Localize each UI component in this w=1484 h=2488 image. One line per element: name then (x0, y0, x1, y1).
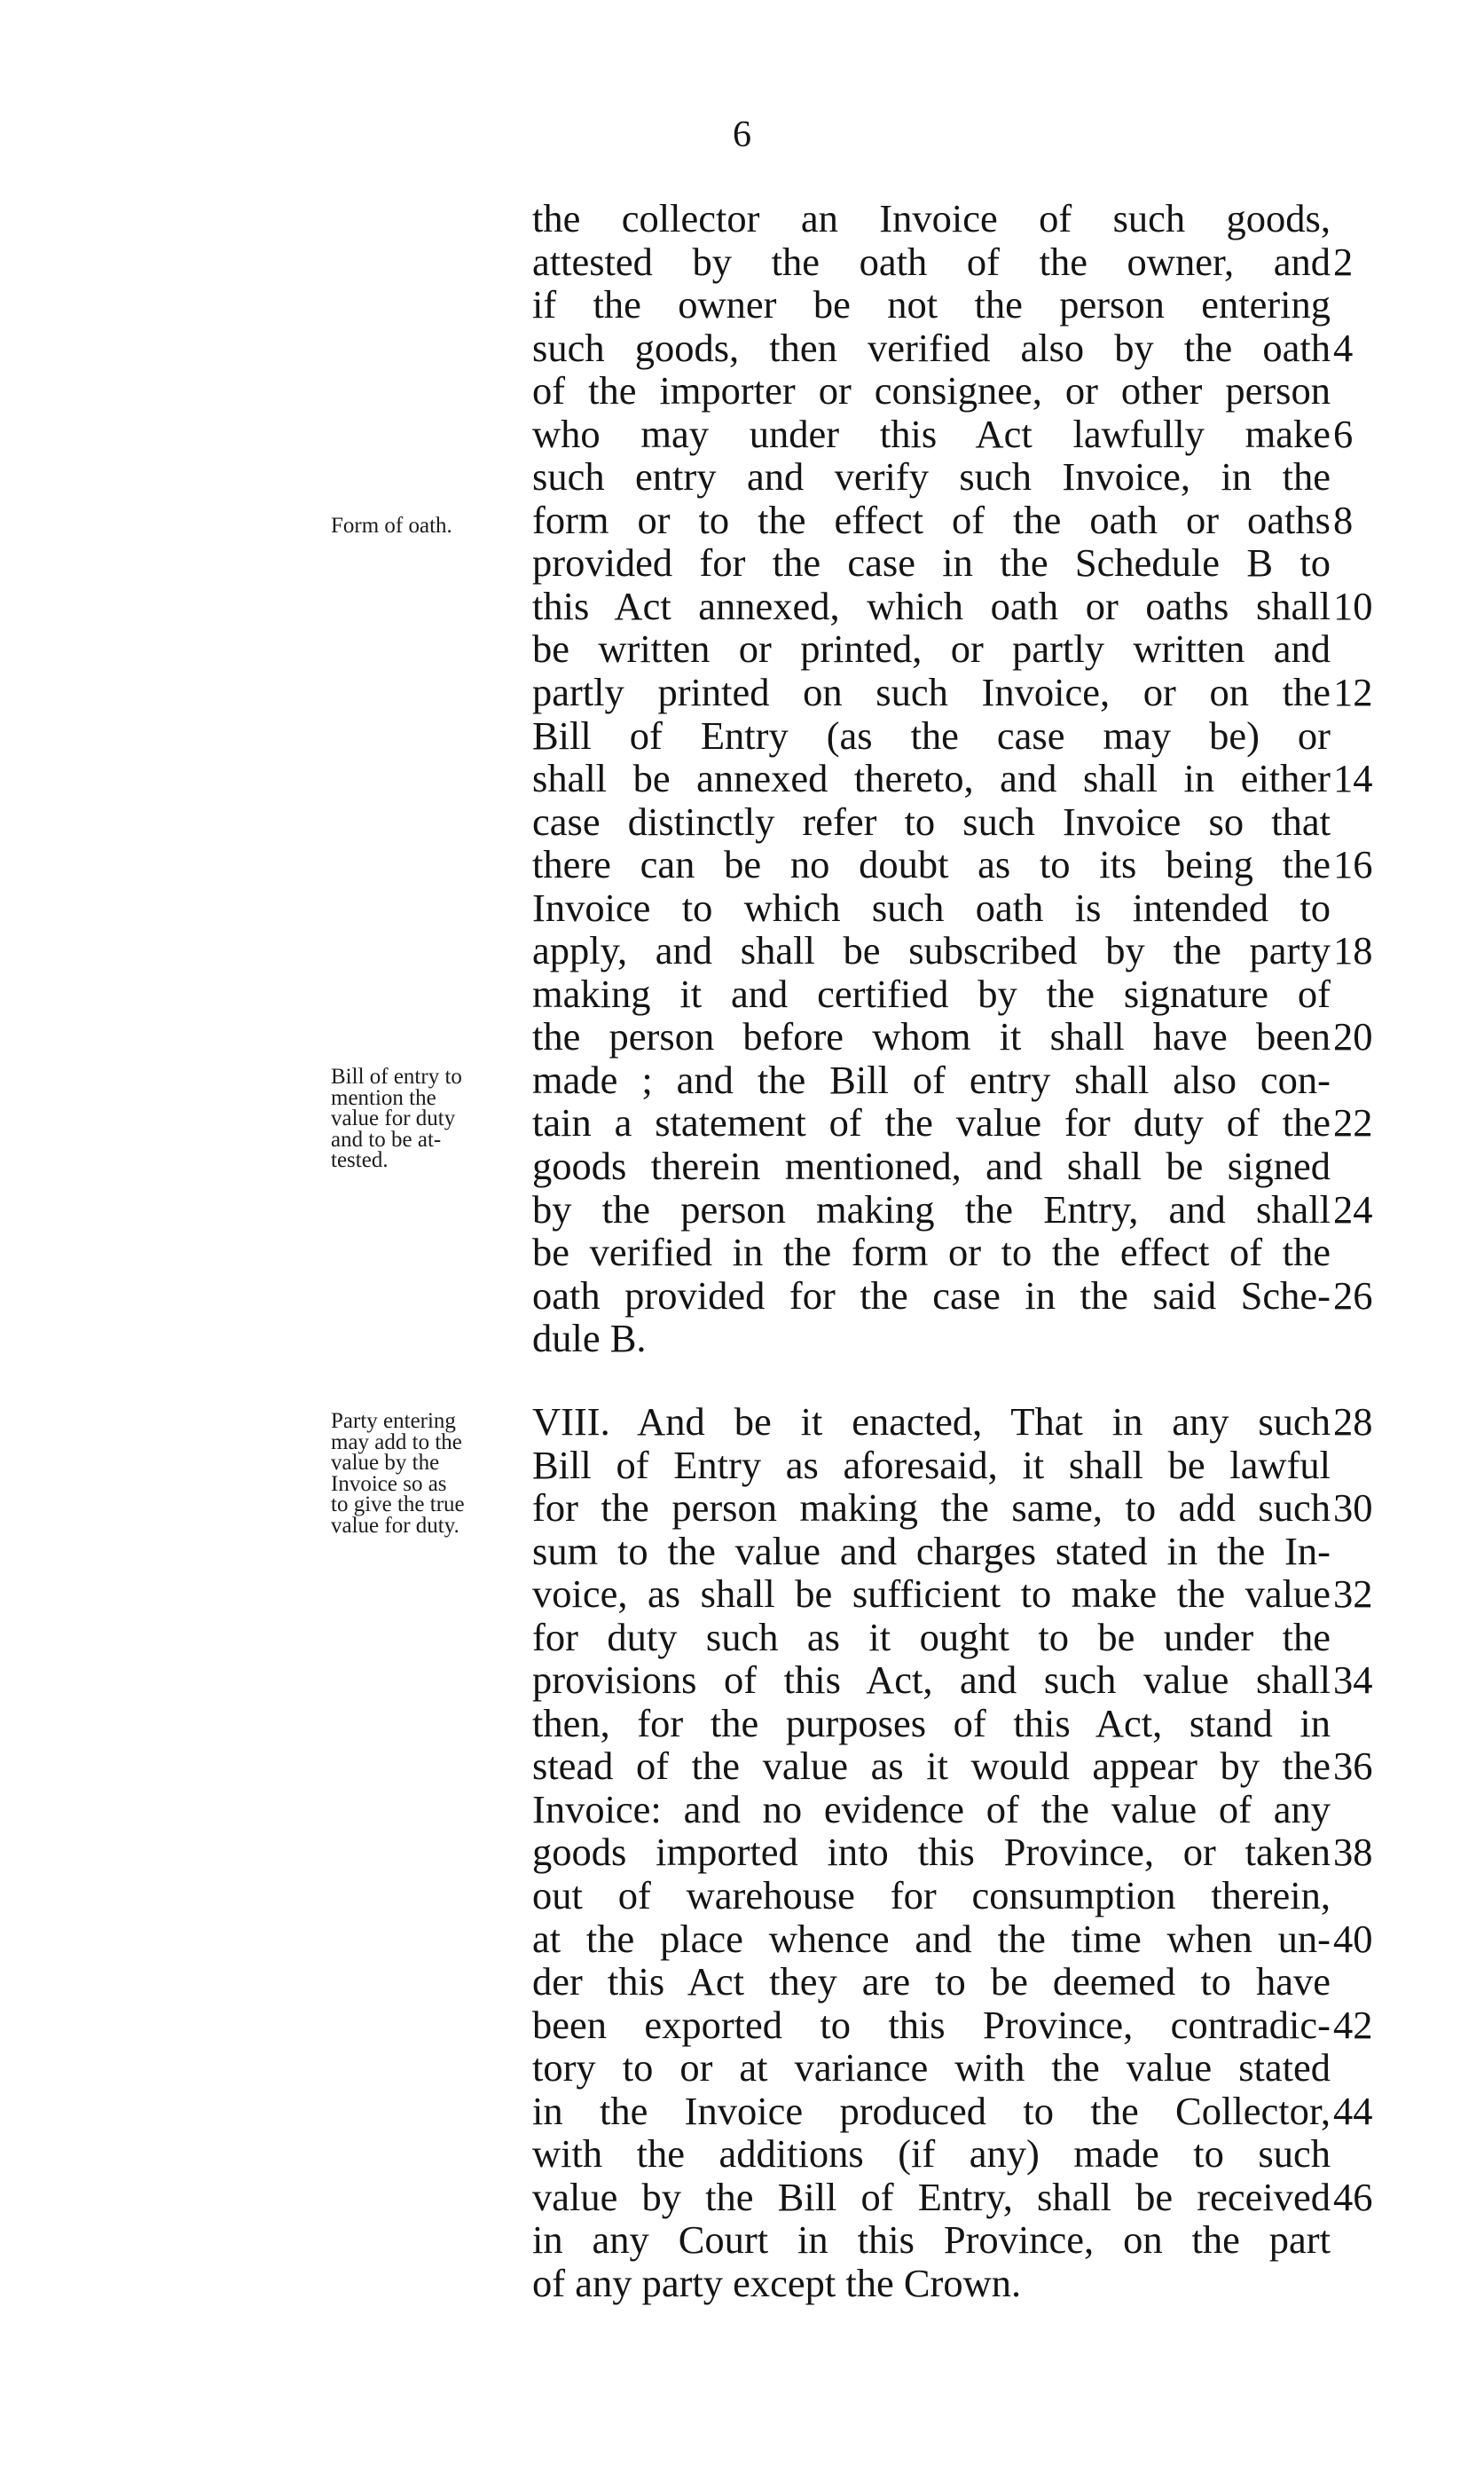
marginal-note-form-of-oath (331, 516, 522, 537)
line-text: by the person making the Entry, and shall (532, 1186, 1331, 1232)
text-line (532, 411, 1354, 456)
line-number: 40 (1333, 1916, 1373, 1961)
line-text: at the place whence and the time when un- (532, 1916, 1331, 1961)
line-text: in the Invoice produced to the Collector, (532, 2088, 1331, 2133)
marginal-note-line: to give the true (331, 1492, 465, 1516)
line-text: of any party except the Crown. (532, 2260, 1022, 2305)
line-number: 44 (1333, 2088, 1373, 2133)
marginal-note-line: value for duty (331, 1106, 456, 1130)
line-text: the person before whom it shall have been (532, 1014, 1331, 1059)
marginal-note-line: Party entering (331, 1409, 456, 1433)
line-number: 6 (1333, 411, 1354, 456)
text-line (532, 1788, 1350, 1831)
text-line (532, 1186, 1373, 1232)
text-line (532, 1916, 1373, 1961)
line-text: tain a statement of the value for duty of the (532, 1100, 1331, 1146)
line-text: for duty such as it ought to be under the (532, 1614, 1331, 1659)
line-number: 10 (1333, 583, 1373, 628)
line-number: 32 (1333, 1571, 1373, 1617)
line-text: such goods, then verified also by the oath (532, 325, 1331, 370)
text-line (532, 455, 1350, 499)
line-number: 30 (1333, 1485, 1373, 1531)
text-line (532, 1571, 1373, 1617)
text-line (532, 1231, 1350, 1274)
text-line (532, 497, 1354, 542)
line-number: 14 (1333, 756, 1373, 801)
text-line (532, 583, 1373, 628)
line-text: VIII. And be it enacted, That in any such (532, 1399, 1331, 1444)
line-text: attested by the oath of the owner, and (532, 239, 1331, 284)
line-text: be written or printed, or partly written and (532, 626, 1331, 672)
line-text: tory to or at variance with the value stated (532, 2045, 1331, 2090)
line-text: stead of the value as it would appear by the (532, 1744, 1331, 1789)
line-number: 12 (1333, 670, 1373, 715)
text-line (532, 1059, 1350, 1102)
text-line (532, 1830, 1373, 1875)
text-line (532, 1530, 1350, 1573)
text-line (532, 1317, 1350, 1360)
marginal-note-line: may add to the (331, 1429, 462, 1454)
line-text: sum to the value and charges stated in the In- (532, 1528, 1331, 1573)
marginal-note-line: value for duty. (331, 1513, 459, 1538)
line-text: this Act annexed, which oath or oaths shall (532, 583, 1331, 628)
text-line (532, 670, 1373, 715)
line-number: 26 (1333, 1272, 1373, 1318)
line-number: 4 (1333, 325, 1354, 370)
line-number: 46 (1333, 2174, 1373, 2219)
line-number: 22 (1333, 1100, 1373, 1146)
marginal-note-line: value by the (331, 1451, 440, 1475)
marginal-note-line: and to be at- (331, 1127, 442, 1152)
text-line (532, 886, 1350, 930)
line-text: voice, as shall be sufficient to make the value (532, 1571, 1331, 1617)
line-text: such entry and verify such Invoice, in the (532, 454, 1331, 500)
text-line (532, 1960, 1350, 2004)
paragraph-section-viii (532, 1399, 1373, 2305)
text-line (532, 972, 1350, 1016)
text-line (532, 714, 1350, 758)
line-text: provided for the case in the Schedule B to (532, 540, 1331, 586)
marginal-note-party-entering (331, 1411, 522, 1536)
line-text: then, for the purposes of this Act, stand in (532, 1700, 1331, 1745)
line-text: for the person making the same, to add such (532, 1485, 1331, 1531)
line-number: 2 (1333, 239, 1354, 284)
text-line (532, 2088, 1373, 2133)
text-line (532, 1702, 1350, 1745)
line-text: be verified in the form or to the effect of the (532, 1230, 1331, 1275)
line-text: who may under this Act lawfully make (532, 411, 1331, 456)
line-text: value by the Bill of Entry, shall be received (532, 2174, 1331, 2219)
line-text: goods therein mentioned, and shall be signed (532, 1144, 1331, 1189)
text-line (532, 1014, 1373, 1059)
text-line (532, 197, 1350, 240)
line-text: of the importer or consignee, or other person (532, 368, 1331, 413)
page-number: 6 (733, 114, 751, 155)
line-number: 42 (1333, 2002, 1373, 2047)
line-number: 18 (1333, 928, 1373, 973)
line-number: 34 (1333, 1657, 1373, 1703)
text-line (532, 239, 1354, 284)
text-line (532, 283, 1350, 327)
text-line (532, 800, 1350, 844)
text-line (532, 1444, 1350, 1487)
marginal-note-line: Form of oath. (331, 514, 452, 538)
line-text: goods imported into this Province, or taken (532, 1830, 1331, 1875)
text-line (532, 842, 1373, 887)
line-number: 8 (1333, 497, 1354, 542)
line-number: 16 (1333, 842, 1373, 887)
text-line (532, 1874, 1350, 1917)
line-number: 20 (1333, 1014, 1373, 1059)
text-line (532, 1100, 1373, 1146)
line-text: der this Act they are to be deemed to have (532, 1959, 1331, 2004)
marginal-note-line: Bill of entry to (331, 1065, 462, 1089)
text-line (532, 1657, 1373, 1703)
line-text: Invoice to which such oath is intended to (532, 885, 1331, 930)
line-text: there can be no doubt as to its being the (532, 842, 1331, 887)
line-number: 38 (1333, 1830, 1373, 1875)
text-line (532, 627, 1350, 671)
text-line (532, 2262, 1350, 2305)
text-line (532, 2218, 1350, 2262)
line-text: if the owner be not the person entering (532, 282, 1331, 327)
line-text: shall be annexed thereto, and shall in either (532, 756, 1331, 801)
text-line (532, 1616, 1350, 1659)
text-line (532, 541, 1350, 585)
text-line (532, 1399, 1373, 1444)
text-line (532, 1744, 1373, 1789)
line-text: dule B. (532, 1316, 647, 1361)
text-line (532, 1272, 1373, 1318)
text-line (532, 2132, 1350, 2176)
line-text: partly printed on such Invoice, or on the (532, 670, 1331, 715)
line-text: Bill of Entry as aforesaid, it shall be lawful (532, 1442, 1331, 1487)
line-text: making it and certified by the signature of (532, 971, 1331, 1016)
text-line (532, 1485, 1373, 1531)
line-text: form or to the effect of the oath or oaths (532, 497, 1331, 542)
line-text: Bill of Entry (as the case may be) or (532, 713, 1331, 758)
line-number: 28 (1333, 1399, 1373, 1444)
line-text: apply, and shall be subscribed by the party (532, 928, 1331, 973)
line-text: out of warehouse for consumption therein, (532, 1873, 1331, 1918)
text-line (532, 325, 1354, 370)
text-line (532, 1145, 1350, 1188)
marginal-note-bill-of-entry (331, 1067, 522, 1171)
text-line (532, 369, 1350, 413)
line-text: Invoice: and no evidence of the value of any (532, 1786, 1331, 1831)
paragraph-schedule-b-oath (532, 196, 1373, 1361)
line-number: 24 (1333, 1186, 1373, 1232)
line-text: case distinctly refer to such Invoice so that (532, 799, 1331, 844)
marginal-note-line: Invoice so as (331, 1471, 447, 1496)
line-text: in any Court in this Province, on the part (532, 2217, 1331, 2263)
text-line (532, 2002, 1373, 2047)
line-text: made ; and the Bill of entry shall also con- (532, 1057, 1331, 1102)
line-text: been exported to this Province, contradic- (532, 2002, 1331, 2047)
text-line (532, 756, 1373, 801)
line-number: 36 (1333, 1744, 1373, 1789)
text-line (532, 928, 1373, 973)
text-line (532, 2046, 1350, 2090)
line-text: oath provided for the case in the said Sche- (532, 1272, 1331, 1318)
line-text: with the additions (if any) made to such (532, 2131, 1331, 2177)
marginal-note-line: tested. (331, 1148, 389, 1172)
line-text: provisions of this Act, and such value shall (532, 1657, 1331, 1703)
text-line (532, 2174, 1373, 2219)
marginal-note-line: mention the (331, 1085, 436, 1110)
line-text: the collector an Invoice of such goods, (532, 196, 1331, 240)
